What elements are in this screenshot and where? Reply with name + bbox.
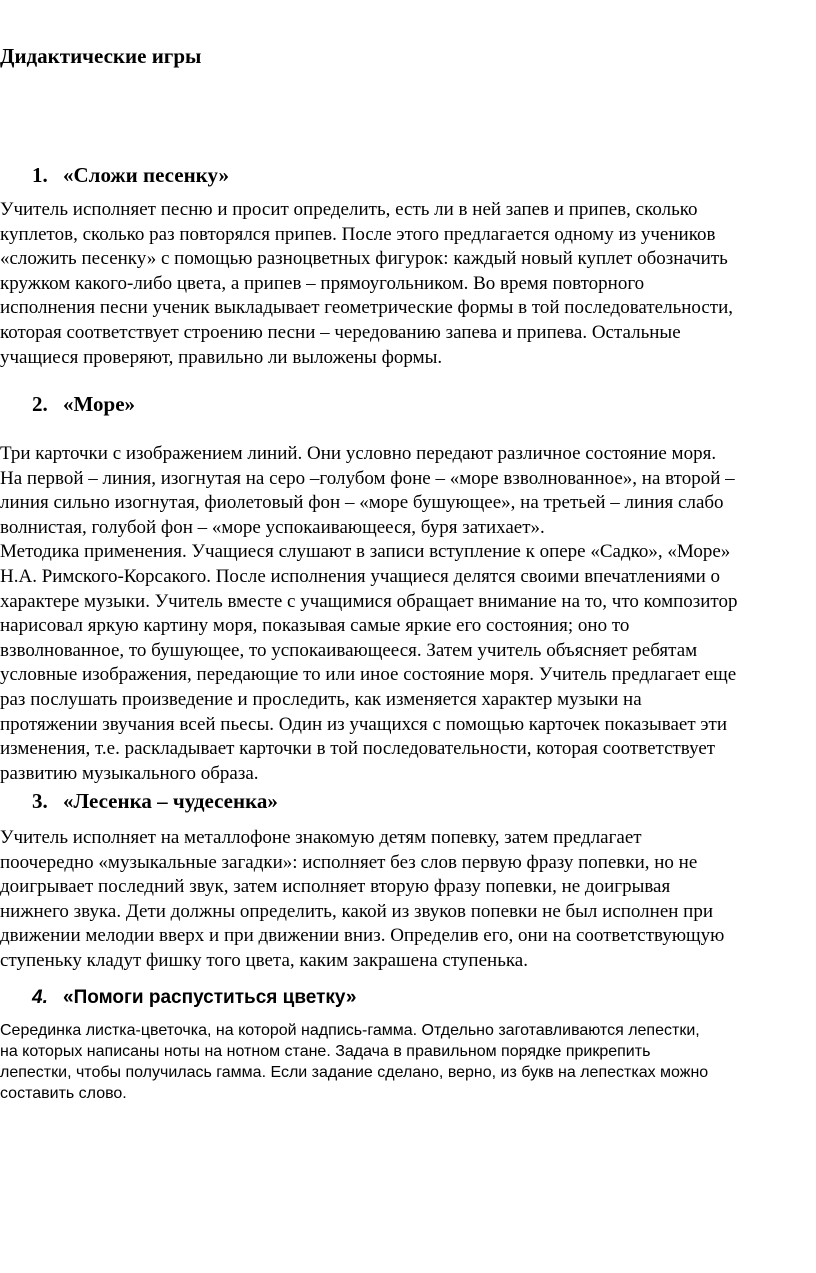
paragraph-line: нарисовал яркую картину моря, показывая самые яркие его состояния; оно то	[0, 615, 630, 637]
paragraph-line: кружком какого-либо цвета, а припев – прямоугольником. Во время повторного	[0, 272, 645, 294]
paragraph-line: составить слово.	[0, 1085, 127, 1102]
paragraph-line: характере музыки. Учитель вместе с учащимися обращает внимание на то, что композитор	[0, 590, 738, 612]
section-4-heading	[32, 987, 357, 1009]
paragraph-line: «сложить песенку» с помощью разноцветных фигурок: каждый новый куплет обозначить	[0, 248, 728, 270]
paragraph-line: движении мелодии вверх и при движении вниз. Определив его, они на соответствующую	[0, 925, 725, 947]
paragraph-line: волнистая, голубой фон – «море успокаивающееся, буря затихает».	[0, 516, 545, 538]
paragraph-line: развитию музыкального образа.	[0, 762, 259, 784]
paragraph-line: условные изображения, передающие то или иное состояние моря. Учитель предлагает еще	[0, 664, 737, 686]
section-2-paragraph	[0, 442, 816, 786]
paragraph-line: учащиеся проверяют, правильно ли выложены формы.	[0, 346, 443, 368]
paragraph-line: которая соответствует строению песни – чередованию запева и припева. Остальные	[0, 321, 681, 343]
paragraph-line: взволнованное, то бушующее, то успокаивающееся. Затем учитель объясняет ребятам	[0, 639, 698, 661]
section-3-number: 3.	[32, 789, 48, 813]
paragraph-line: ступеньку кладут фишку того цвета, каким закрашена ступенька.	[0, 949, 528, 971]
section-2-number: 2.	[32, 392, 48, 416]
document-title: Дидактические игры	[0, 44, 202, 68]
paragraph-line: изменения, т.е. раскладывает карточки в той последовательности, которая соответствует	[0, 738, 716, 760]
paragraph-line: куплетов, сколько раз повторялся припев. После этого предлагается одному из учеников	[0, 223, 716, 245]
paragraph-line: на которых написаны ноты на нотном стане. Задача в правильном порядке прикрепить	[0, 1043, 651, 1060]
section-2-title: «Море»	[63, 392, 136, 416]
section-1-title: «Сложи песенку»	[63, 163, 230, 187]
paragraph-line: исполнения песни ученик выкладывает геометрические формы в той последовательности,	[0, 297, 734, 319]
section-1-paragraph	[0, 198, 816, 370]
section-3-heading	[32, 789, 278, 814]
section-4-title: «Помоги распуститься цветку»	[63, 987, 357, 1008]
section-2-heading	[32, 392, 135, 417]
section-3-paragraph	[0, 826, 816, 974]
paragraph-line: Три карточки с изображением линий. Они условно передают различное состояние моря.	[0, 443, 717, 464]
paragraph-line: доигрывает последний звук, затем исполняет вторую фразу попевки, не доигрывая	[0, 876, 671, 898]
paragraph-line: поочередно «музыкальные загадки»: исполняет без слов первую фразу попевки, но не	[0, 851, 698, 873]
paragraph-line: нижнего звука. Дети должны определить, какой из звуков попевки не был исполнен при	[0, 900, 714, 922]
paragraph-line: Учитель исполняет на металлофоне знакомую детям попевку, затем предлагает	[0, 827, 642, 848]
paragraph-line: линия сильно изогнутая, фиолетовый фон – «море бушующее», на третьей – линия слабо	[0, 492, 724, 514]
section-1-number: 1.	[32, 163, 48, 187]
section-1-heading	[32, 163, 229, 188]
paragraph-line: протяжении звучания всей пьесы. Один из учащихся с помощью карточек показывает эти	[0, 713, 728, 735]
paragraph-line: Н.А. Римского-Корсакого. После исполнения учащиеся делятся своими впечатлениями о	[0, 565, 721, 587]
paragraph-line: Учитель исполняет песню и просит определить, есть ли в ней запев и припев, сколько	[0, 199, 698, 220]
paragraph-line: раз послушать произведение и проследить, как изменяется характер музыки на	[0, 688, 642, 710]
paragraph-line: Методика применения. Учащиеся слушают в записи вступление к опере «Садко», «Море»	[0, 541, 731, 563]
section-3-title: «Лесенка – чудесенка»	[63, 789, 278, 813]
section-4-paragraph	[0, 1020, 816, 1104]
paragraph-line: лепестки, чтобы получилась гамма. Если задание сделано, верно, из букв на лепестках можно	[0, 1064, 709, 1081]
section-4-number: 4.	[32, 987, 48, 1008]
paragraph-line: Серединка листка-цветочка, на которой надпись-гамма. Отдельно заготавливаются лепестки,	[0, 1022, 700, 1039]
paragraph-line: На первой – линия, изогнутая на серо –голубом фоне – «море взволнованное», на второй –	[0, 467, 735, 489]
